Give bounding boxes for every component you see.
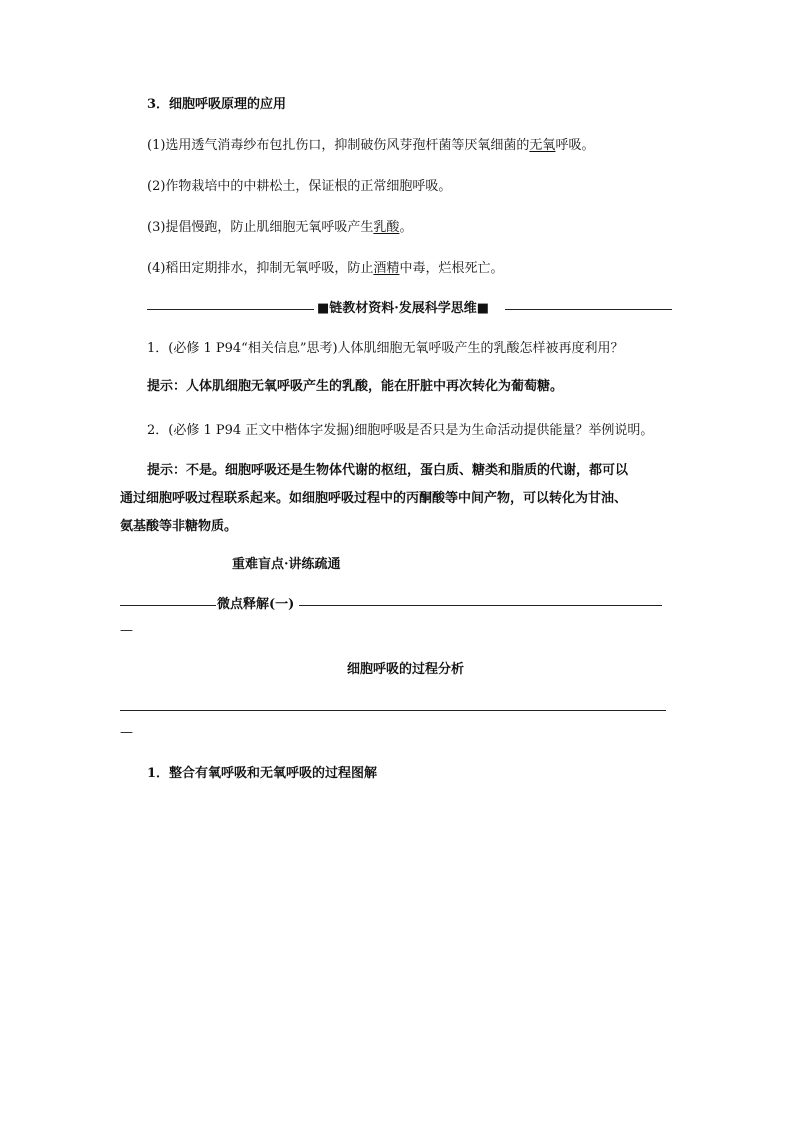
question-1: 1．(必修 1 P94“相关信息”思考)人体肌细胞无氧呼吸产生的乳酸怎样被再度利用？ [147, 341, 624, 356]
section-heading: 重难盲点·讲练疏通 [232, 557, 341, 572]
banner-rule-right [505, 309, 672, 310]
hint-2-line-3: 氨基酸等非糖物质。 [120, 519, 238, 534]
item3-tail: 。 [399, 220, 413, 235]
item4-keyword: 酒精 [373, 261, 400, 276]
topic-rule [120, 710, 666, 711]
question-2: 2．(必修 1 P94 正文中楷体字发掘)细胞呼吸是否只是为生命活动提供能量？举例说明。 [147, 423, 654, 438]
hint-2-line-1: 提示：不是。细胞呼吸还是生物体代谢的枢纽，蛋白质、糖类和脂质的代谢，都可以 [147, 463, 629, 478]
list-item-1 [147, 136, 707, 156]
micro-rule-right [299, 605, 662, 606]
item4-tail: 中毒，烂根死亡。 [399, 261, 504, 276]
list-item-2: (2)作物栽培中的中耕松土，保证根的正常细胞呼吸。 [147, 179, 452, 194]
hint-1: 提示：人体肌细胞无氧呼吸产生的乳酸，能在肝脏中再次转化为葡萄糖。 [147, 379, 564, 394]
micro-dash: — [120, 623, 133, 638]
item3-text: (3)提倡慢跑，防止肌细胞无氧呼吸产生 [147, 220, 374, 235]
hint-2-line-2: 通过细胞呼吸过程联系起来。如细胞呼吸过程中的丙酮酸等中间产物，可以转化为甘油、 [120, 491, 628, 506]
topic-dash: — [120, 725, 133, 740]
item1-tail: 呼吸。 [555, 138, 595, 153]
item4-text: (4)稻田定期排水，抑制无氧呼吸，防止 [147, 261, 374, 276]
micro-label: 微点释解(一) [217, 597, 295, 612]
topic-title: 细胞呼吸的过程分析 [347, 662, 465, 677]
section-title: 3．细胞呼吸原理的应用 [147, 97, 287, 112]
banner-title: ■链教材资料·发展科学思维■ [317, 301, 490, 316]
list-item-3 [147, 218, 707, 238]
item1-text: (1)选用透气消毒纱布包扎伤口，抑制破伤风芽孢杆菌等厌氧细菌的 [147, 138, 530, 153]
list-item-4 [147, 259, 707, 279]
item3-keyword: 乳酸 [373, 220, 400, 235]
item1-keyword: 无氧 [529, 138, 556, 153]
item-final: 1．整合有氧呼吸和无氧呼吸的过程图解 [147, 766, 378, 781]
banner-rule-left [147, 309, 314, 310]
micro-rule-left [120, 605, 216, 606]
